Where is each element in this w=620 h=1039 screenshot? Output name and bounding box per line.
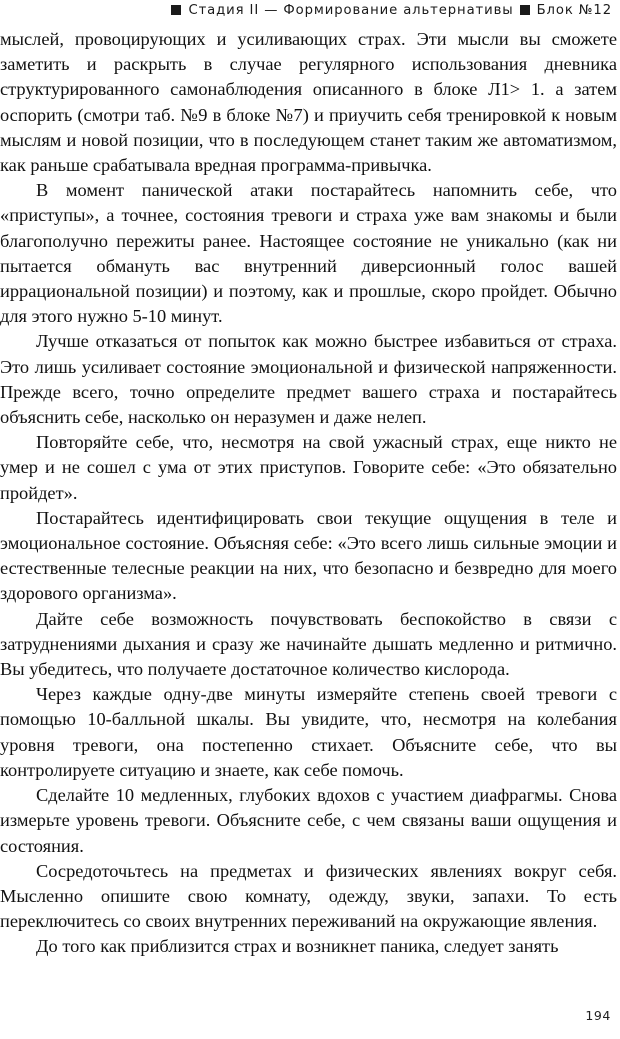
- paragraph: Лучше отказаться от попыток как можно быстрее избавиться от страха. Это лишь усиливает состояние эмоциональной и физической напряженности. Прежде всего, точно определите предмет вашего страха и постарайтесь объяснить себе, насколько он неразумен и даже нелеп.: [0, 331, 617, 428]
- paragraph: Постарайтесь идентифицировать свои текущие ощущения в теле и эмоциональное состояние. Объясняя себе: «Это всего лишь сильные эмоции и естественные телесные реакции на них, что безопасно и безвредно для моего здорового организма».: [0, 507, 617, 604]
- paragraph: Повторяйте себе, что, несмотря на свой ужасный страх, еще никто не умер и не сошел с ума от этих приступов. Говорите себе: «Это обязательно пройдет».: [0, 432, 617, 503]
- square-bullet-icon: [171, 5, 181, 15]
- paragraph: Сделайте 10 медленных, глубоких вдохов с участием диафрагмы. Снова измерьте уровень тревоги. Объясните себе, с чем связаны ваши ощущения и состояния.: [0, 785, 617, 856]
- page-number: 194: [585, 1008, 611, 1023]
- paragraph: Сосредоточьтесь на предметах и физических явлениях вокруг себя. Мысленно опишите свою комнату, одежду, звуки, запахи. То есть переключитесь со своих внутренних переживаний на окружающие явления.: [0, 860, 617, 932]
- header-block-number: Блок №12: [536, 2, 612, 18]
- square-bullet-icon: [520, 5, 530, 15]
- header-stage-title: Стадия II — Формирование альтернативы: [188, 2, 514, 18]
- paragraph: В момент панической атаки постарайтесь напомнить себе, что «приступы», а точнее, состояния тревоги и страха уже вам знакомы и были благополучно пережиты ранее. Настоящее состояние не уникально (как ни пытается обмануть вас внутренний диверсионный голос вашей иррациональной позиции) и поэтому, как и прошлые, скоро пройдет. Обычно для этого нужно 5-10 минут.: [0, 180, 617, 327]
- paragraph: Через каждые одну-две минуты измеряйте степень своей тревоги с помощью 10-балльной шкалы. Вы увидите, что, несмотря на колебания уровня тревоги, она постепенно стихает. Объясните себе, что вы контролируете ситуацию и знаете, как себе помочь.: [0, 684, 617, 780]
- running-header: [171, 0, 612, 20]
- paragraph: Дайте себе возможность почувствовать беспокойство в связи с затруднениями дыхания и сразу же начинайте дышать медленно и ритмично. Вы убедитесь, что получаете достаточное количество кислорода.: [0, 608, 617, 680]
- body-text: [0, 27, 617, 960]
- paragraph: До того как приблизится страх и возникнет паника, следует занять: [36, 936, 559, 957]
- paragraph: мыслей, провоцирующих и усиливающих страх. Эти мысли вы сможете заметить и раскрыть в случае регулярного использования дневника структурированного самонаблюдения описанного в блоке Л1> 1. а затем оспорить (смотри таб. №9 в блоке №7) и приучить себя тренировкой к новым мыслям и новой позиции, что в последующем станет таким же автоматизмом, как раньше срабатывала вредная программа-привычка.: [0, 29, 617, 176]
